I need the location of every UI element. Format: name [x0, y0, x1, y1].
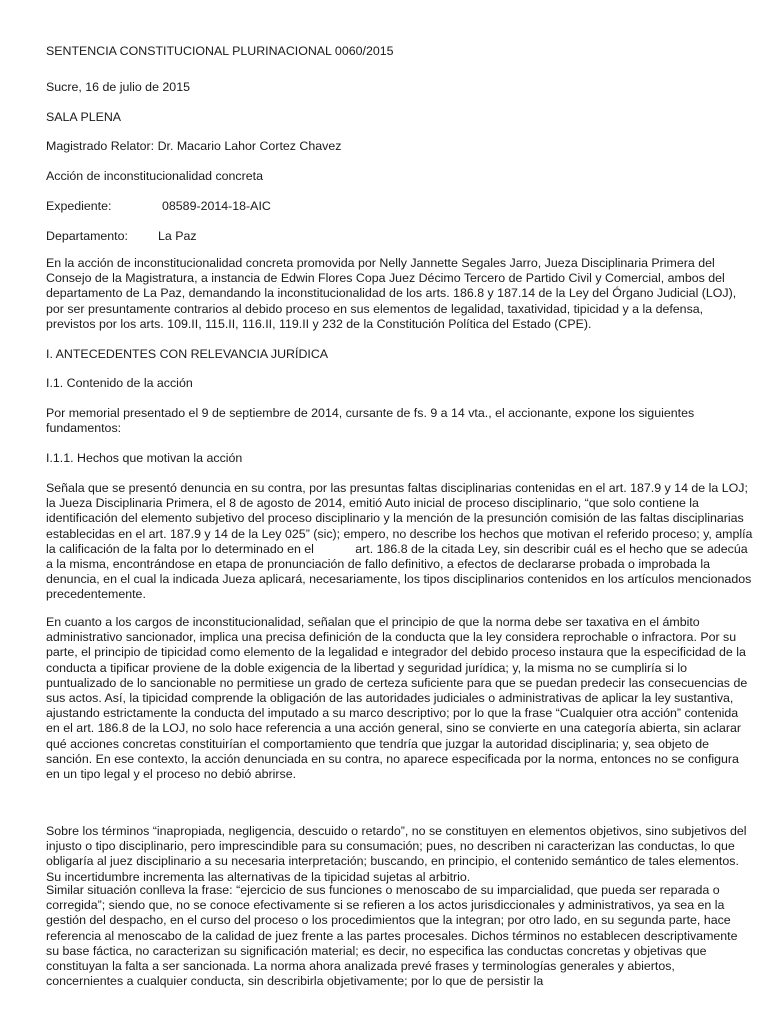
cargos-paragraph: En cuanto a los cargos de inconstitucionalidad, señalan que el principio de que la norma debe ser taxativa en el ámbito administrativo sancionador, implica una precisa definición de la conducta que la ley considera reprochable o infractora. Por su parte, el principio de tipicidad como elemento de la legalidad e integrador del debido proceso instaura que la especificidad de la conducta a tipificar proviene de la doble exigencia de la libertad y seguridad jurídica; y, la misma no se cumpliría si lo puntualizado de lo sancionable no permitiese un grado de certeza suficiente para que se puedan predecir las consecuencias de sus actos. Así, la tipicidad comprende la obligación de las autoridades judiciales o administrativas de aplicar la ley sustantiva, ajustando estrictamente la conducta del imputado a su marco descriptivo; por lo que la frase “Cualquier otra acción” contenida en el art. 186.8 de la LOJ, no solo hace referencia a una acción general, sino se convierte en una categoría abierta, sin aclarar qué acciones concretas constituirían el comportamiento que tendría que juzgar la autoridad disciplinaria; y, sea objeto de sanción. En ese contexto, la acción denunciada en su contra, no aparece especificada por la norma, entonces no se configura en un tipo legal y el proceso no debió abrirse.	[46, 615, 748, 782]
intro-paragraph: En la acción de inconstitucionalidad concreta promovida por Nelly Jannette Segales Jarro, Jueza Disciplinaria Primera del Consejo de la Magistratura, a instancia de Edwin Flores Copa Juez Décimo Tercero de Partido Civil y Comercial, ambos del departamento de La Paz, demandando la inconstitucionalidad de los arts. 186.8 y 187.14 de la Ley del Órgano Judicial (LOJ), por ser presuntamente contrarios al debido proceso en sus elementos de legalidad, taxatividad, tipicidad y a la defensa, previstos por los arts. 109.II, 115.II, 116.II, 119.II y 232 de la Constitución Política del Estado (CPE).	[46, 256, 737, 331]
senala-paragraph: Señala que se presentó denuncia en su contra, por las presuntas faltas disciplinarias contenidas en el art. 187.9 y 14 de la LOJ; la Jueza Disciplinaria Primera, el 8 de agosto de 2014, emitió Auto inicial de proceso disciplinario, “que solo contiene la identificación del elemento subjetivo del proceso disciplinario y la mención de la presunción comisión de las faltas disciplinarias establecidas en el art. 187.9 y 14 de la Ley 025” (sic); empero, no describe los hechos que motivan el referido proceso; y, amplía la calificación de la falta por lo determinado en el art. 186.8 de la citada Ley, sin describir cuál es el hecho que se adecúa a la misma, encontrándose en etapa de pronunciación de fallo definitivo, a efectos de declararse probada o improbada la denuncia, en el cual la indicada Jueza aplicará, necesariamente, los tipos disciplinarios contenidos en los artículos mencionados precedentemente.	[46, 481, 756, 602]
subsection-heading-contenido: I.1. Contenido de la acción	[46, 376, 193, 390]
document-title: SENTENCIA CONSTITUCIONAL PLURINACIONAL 0060/2015	[46, 44, 394, 58]
memorial-paragraph: Por memorial presentado el 9 de septiembre de 2014, cursante de fs. 9 a 14 vta., el accionante, expone los siguientes fundamentos:	[46, 406, 695, 436]
magistrado-line: Magistrado Relator: Dr. Macario Lahor Cortez Chavez	[46, 139, 342, 153]
terminos-paragraph: Sobre los términos “inapropiada, negligencia, descuido o retardo”, no se constituyen en elementos objetivos, sino subjetivos del injusto o tipo disciplinario, pero imprescindible para su consumación; pues, no describen ni caracterizan las conductas, lo que obligaría al juez disciplinario a su necesaria interpretación; buscando, en principio, el contenido semántico de tales elementos. Su incertidumbre incrementa las alternativas de la tipicidad sujetas al arbitrio.	[46, 824, 747, 884]
expediente-line	[46, 199, 271, 214]
accion-line: Acción de inconstitucionalidad concreta	[46, 169, 263, 183]
similar-paragraph: Similar situación conlleva la frase: “ejercicio de sus funciones o menoscabo de su imparcialidad, que pueda ser reparada o corregida”; siendo que, no se conoce efectivamente si se refieren a los actos jurisdiccionales y administrativos, ya sea en la gestión del despacho, en el curso del proceso o los procedimientos que la integran; por otro lado, en su segunda parte, hace referencia al menoscabo de la calidad de juez frente a las partes procesales. Dichos términos no establecen descriptivamente su base fáctica, no caracterizan su significación material; es decir, no especifica las conductas concretas y objetivas que constituyan la falta a ser sancionada. La norma ahora analizada prevé frases y terminologías generales y abiertos, concernientes a cualquier conducta, sin describirla objetivamente; por lo que de persistir la	[46, 883, 738, 989]
expediente-value: 08589-2014-18-AIC	[162, 199, 271, 213]
date-line: Sucre, 16 de julio de 2015	[46, 80, 190, 94]
expediente-label: Expediente:	[46, 199, 112, 213]
departamento-value: La Paz	[158, 229, 197, 243]
section-heading-antecedentes: I. ANTECEDENTES CON RELEVANCIA JURÍDICA	[46, 347, 329, 361]
subsection-heading-hechos: I.1.1. Hechos que motivan la acción	[46, 451, 243, 465]
departamento-line	[46, 229, 197, 244]
sala-line: SALA PLENA	[46, 110, 122, 124]
departamento-label: Departamento:	[46, 229, 128, 243]
